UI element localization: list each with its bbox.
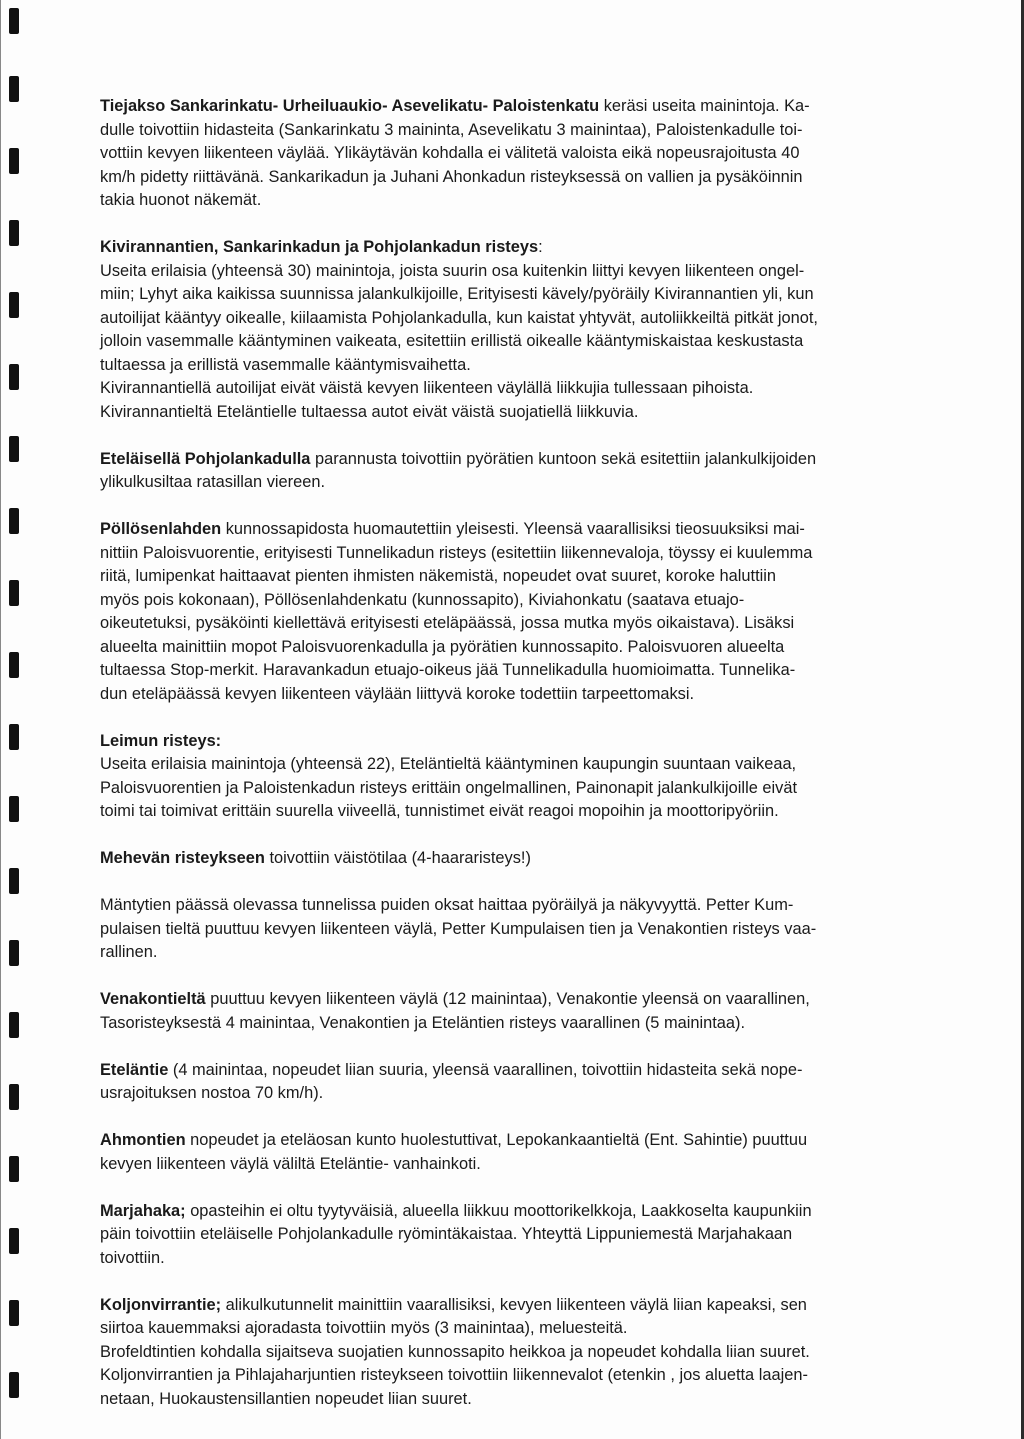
line-text: Useita erilaisia mainintoja (yhteensä 22), Eteläntieltä kääntyminen kaupungin suuntaan vaikeaa,	[100, 755, 797, 773]
line-text: opasteihin ei oltu tyytyväisiä, alueella liikkuu moottorikelkkoja, Laakkoselta kaupunkiin	[185, 1201, 812, 1220]
line-text: netaan, Huokaustensillantien nopeudet liian suuret.	[100, 1389, 472, 1408]
text-line	[100, 1082, 930, 1106]
paragraph	[100, 847, 930, 871]
line-text: toivottiin väistötilaa (4-haararisteys!)	[264, 849, 531, 867]
text-line	[100, 612, 930, 636]
paragraph	[100, 730, 930, 824]
binding-hole	[9, 436, 19, 462]
paragraph	[100, 988, 930, 1035]
line-text: parannusta toivottiin pyörätien kuntoon sekä esitettiin jalankulkijoiden	[310, 449, 817, 468]
paragraph	[100, 95, 930, 213]
text-line	[100, 1200, 930, 1224]
text-line	[100, 1341, 930, 1365]
text-line	[100, 260, 930, 284]
line-text: myös pois kokonaan), Pöllösenlahdenkatu (kunnossapito), Kiviahonkatu (saatava etuajo-	[100, 590, 745, 609]
binding-hole	[9, 148, 19, 174]
binding-hole	[9, 1084, 19, 1110]
binding-hole	[9, 1372, 19, 1398]
text-line	[100, 330, 930, 354]
line-text: dun eteläpäässä kevyen liikenteen väylään liittyvä koroke todettiin tarpeettomaksi.	[100, 684, 695, 703]
paragraph	[100, 1129, 930, 1176]
line-text: keräsi useita mainintoja. Ka-	[599, 97, 810, 115]
binding-hole	[9, 724, 19, 750]
binding-hole	[9, 1156, 19, 1182]
line-text: toimi tai toimivat erittäin suurella viiveellä, tunnistimet eivät reagoi mopoihin ja moottoripyöriin.	[100, 802, 779, 820]
text-line	[100, 401, 930, 425]
text-line	[100, 753, 930, 777]
text-line	[100, 1364, 930, 1388]
paragraph-heading: Marjahaka;	[100, 1201, 186, 1220]
line-text: rallinen.	[100, 943, 158, 961]
binding-hole	[9, 220, 19, 246]
line-text: kunnossapidosta huomautettiin yleisesti. Yleensä vaarallisiksi tieosuuksiksi mai-	[221, 520, 805, 538]
text-line	[100, 1294, 930, 1318]
paragraph-heading: Mehevän risteykseen	[100, 849, 265, 867]
binding-hole	[9, 76, 19, 102]
text-line	[100, 542, 930, 566]
text-line	[100, 283, 930, 307]
text-line	[100, 800, 930, 824]
text-line	[100, 1247, 930, 1271]
text-line	[100, 448, 930, 472]
binding-hole	[9, 652, 19, 678]
line-text: nopeudet ja eteläosan kunto huolestuttivat, Lepokankaantieltä (Ent. Sahintie) puuttuu	[185, 1131, 808, 1149]
text-line	[100, 730, 930, 754]
paragraph-heading: Pöllösenlahden	[100, 520, 222, 538]
line-text: jolloin vasemmalle kääntyminen vaikeata, esitettiin erillistä oikealle kääntymiskaistaa keskustasta	[100, 332, 804, 350]
line-text: siirtoa kauemmaksi ajoradasta toivottiin myös (3 mainintaa), meluesteitä.	[100, 1319, 628, 1337]
paragraph-heading: Koljonvirrantie;	[100, 1295, 222, 1314]
text-line	[100, 777, 930, 801]
paragraph	[100, 1200, 930, 1271]
line-text: km/h pidetty riittävänä. Sankarikadun ja Juhani Ahonkadun risteyksessä on vallien ja pysäköinnin	[100, 167, 803, 186]
text-line	[100, 941, 930, 965]
line-text: Kivirannantiellä autoilijat eivät väistä kevyen liikenteen väylällä liikkujia tullessaan pihoista.	[100, 379, 754, 397]
line-text: dulle toivottiin hidasteita (Sankarinkatu 3 maininta, Asevelikatu 3 mainintaa), Paloistenkadulle toi-	[100, 120, 803, 139]
text-line	[100, 119, 930, 143]
line-text: alikulkutunnelit mainittiin vaarallisiksi, kevyen liikenteen väylä liian kapeaksi, sen	[221, 1295, 807, 1314]
text-line	[100, 377, 930, 401]
text-line	[100, 1059, 930, 1083]
paragraph	[100, 448, 930, 495]
binding-holes	[9, 0, 21, 1439]
text-line	[100, 1129, 930, 1153]
paragraph	[100, 1059, 930, 1106]
line-text: miin; Lyhyt aika kaikissa suunnissa jalankulkijoille, Erityisesti kävely/pyöräily Kivirannantien yli, kun	[100, 285, 814, 303]
binding-hole	[9, 1300, 19, 1326]
line-text: tultaessa Stop-merkit. Haravankadun etuajo-oikeus jää Tunnelikadulla huomioimatta. Tunnelika-	[100, 661, 796, 679]
line-text: nittiin Paloisvuorentie, erityisesti Tunnelikadun risteys (esitettiin liikennevaloja, töyssy ei kuulemma	[100, 543, 813, 562]
line-text: :	[538, 238, 543, 256]
line-text: Tasoristeyksestä 4 mainintaa, Venakontien ja Eteläntien risteys vaarallinen (5 mainintaa).	[100, 1013, 746, 1032]
text-line	[100, 354, 930, 378]
line-text: takia huonot näkemät.	[100, 191, 262, 209]
line-text: Kivirannantieltä Eteläntielle tultaessa autot eivät väistä suojatiellä liikkuvia.	[100, 402, 639, 421]
text-line	[100, 683, 930, 707]
binding-hole	[9, 364, 19, 390]
binding-hole	[9, 796, 19, 822]
page-edge-left	[0, 0, 1, 1439]
text-line	[100, 166, 930, 190]
text-line	[100, 847, 930, 871]
text-line	[100, 589, 930, 613]
text-line	[100, 236, 930, 260]
paragraph-heading: Venakontieltä	[100, 990, 206, 1008]
line-text: Mäntytien päässä olevassa tunnelissa puiden oksat haittaa pyöräilyä ja näkyvyyttä. Petter Kum-	[100, 896, 794, 914]
text-line	[100, 565, 930, 589]
text-line	[100, 95, 930, 119]
text-line	[100, 518, 930, 542]
binding-hole	[9, 580, 19, 606]
paragraph-heading: Eteläisellä Pohjolankadulla	[100, 449, 311, 468]
line-text: Paloisvuorentien ja Paloistenkadun risteys erittäin ongelmallinen, Painonapit jalankulkijoille eivät	[100, 778, 798, 797]
binding-hole	[9, 940, 19, 966]
paragraph	[100, 518, 930, 706]
line-text: riitä, lumipenkat haittaavat pienten ihmisten näkemistä, nopeudet ovat suuret, koroke haluttiin	[100, 567, 777, 585]
line-text: alueelta mainittiin mopot Paloisvuorenkadulla ja pyörätien kunnossapito. Paloisvuoren alueelta	[100, 637, 785, 656]
text-line	[100, 1012, 930, 1036]
paragraph-heading: Eteläntie	[100, 1060, 169, 1079]
text-line	[100, 142, 930, 166]
line-text: pulaisen tieltä puuttuu kevyen liikenteen väylä, Petter Kumpulaisen tien ja Venakontien risteys vaa-	[100, 919, 817, 938]
paragraph-heading: Leimun risteys:	[100, 731, 222, 750]
line-text: oikeutetuksi, pysäköinti kiellettävä erityisesti eteläpäässä, jossa mutka myös oikaistava). Lisäksi	[100, 614, 795, 632]
text-line	[100, 307, 930, 331]
binding-hole	[9, 508, 19, 534]
line-text: ylikulkusiltaa ratasillan viereen.	[100, 473, 326, 491]
document-body	[100, 95, 930, 1435]
text-line	[100, 1153, 930, 1177]
text-line	[100, 988, 930, 1012]
line-text: tultaessa ja erillistä vasemmalle kääntymisvaihetta.	[100, 355, 471, 374]
line-text: päin toivottiin eteläiselle Pohjolankadulle ryömintäkaistaa. Yhteyttä Lippuniemestä Marjahakaan	[100, 1225, 793, 1243]
binding-hole	[9, 1228, 19, 1254]
text-line	[100, 894, 930, 918]
text-line	[100, 636, 930, 660]
line-text: vottiin kevyen liikenteen väylää. Ylikäytävän kohdalla ei välitetä valoista eikä nopeusrajoitusta 40	[100, 144, 800, 162]
paragraph-heading: Tiejakso Sankarinkatu- Urheiluaukio- Asevelikatu- Paloistenkatu	[100, 97, 600, 115]
text-line	[100, 1223, 930, 1247]
text-line	[100, 189, 930, 213]
binding-hole	[9, 1012, 19, 1038]
line-text: Useita erilaisia (yhteensä 30) mainintoja, joista suurin osa kuitenkin liittyi kevyen liikenteen ongel-	[100, 261, 805, 280]
line-text: autoilijat kääntyy oikealle, kiilaamista Pohjolankadulla, kun kaistat yhtyvät, autoliikkeiltä pitkät jonot,	[100, 308, 818, 327]
binding-hole	[9, 8, 19, 34]
text-line	[100, 659, 930, 683]
text-line	[100, 471, 930, 495]
text-line	[100, 1388, 930, 1412]
line-text: Koljonvirrantien ja Pihlajaharjuntien risteykseen toivottiin liikennevalot (etenkin , jos aluetta laajen-	[100, 1366, 808, 1384]
line-text: Brofeldtintien kohdalla sijaitseva suojatien kunnossapito heikkoa ja nopeudet kohdalla liian suuret.	[100, 1342, 810, 1361]
line-text: kevyen liikenteen väylä väliltä Eteläntie- vanhainkoti.	[100, 1154, 481, 1173]
paragraph-heading: Kivirannantien, Sankarinkadun ja Pohjolankadun risteys	[100, 238, 539, 256]
paragraph	[100, 1294, 930, 1412]
paragraph	[100, 894, 930, 965]
binding-hole	[9, 292, 19, 318]
paragraph-heading: Ahmontien	[100, 1131, 186, 1149]
line-text: usrajoituksen nostoa 70 km/h).	[100, 1084, 324, 1102]
paragraph	[100, 236, 930, 424]
line-text: puuttuu kevyen liikenteen väylä (12 mainintaa), Venakontie yleensä on vaarallinen,	[205, 990, 810, 1008]
binding-hole	[9, 868, 19, 894]
text-line	[100, 918, 930, 942]
line-text: (4 mainintaa, nopeudet liian suuria, yleensä vaarallinen, toivottiin hidasteita sekä nope-	[168, 1060, 803, 1079]
line-text: toivottiin.	[100, 1248, 165, 1267]
text-line	[100, 1317, 930, 1341]
